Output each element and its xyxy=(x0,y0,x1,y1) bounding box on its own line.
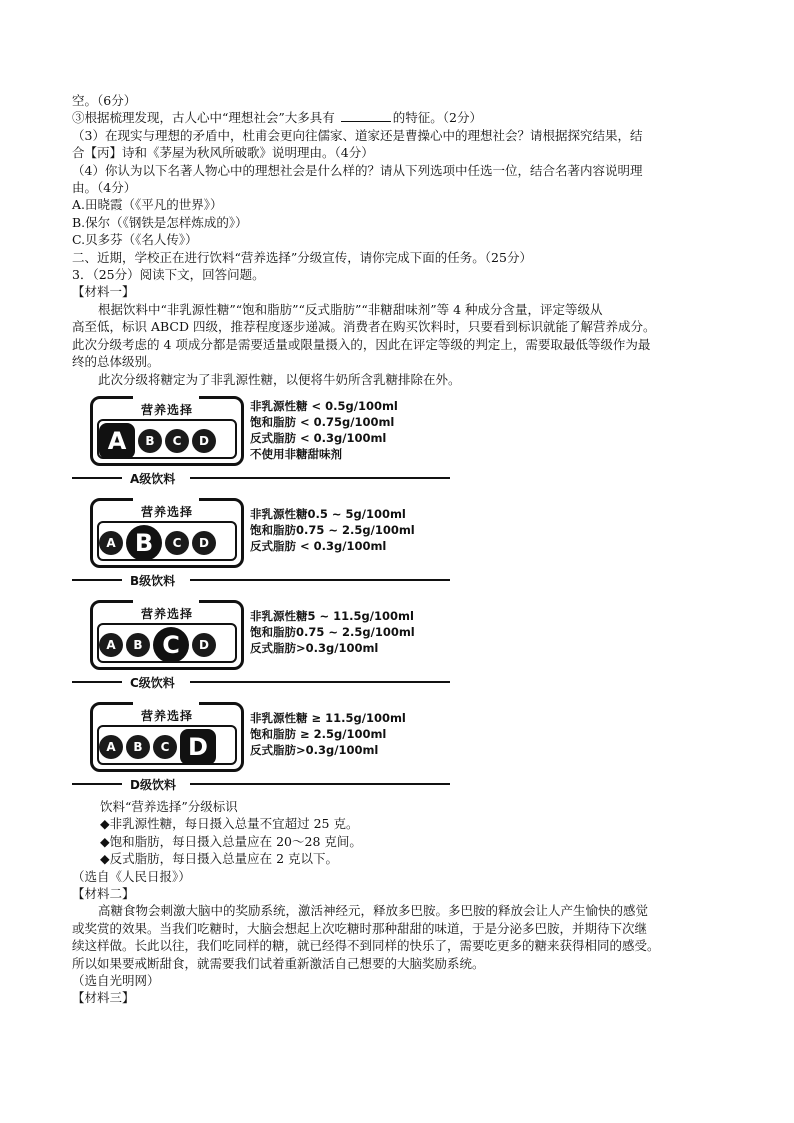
grade-letters xyxy=(99,525,216,561)
grade-letter: B xyxy=(138,429,162,453)
text-line: 空。（6分） xyxy=(72,93,137,108)
grade-c-label xyxy=(72,594,450,696)
spec-line: 反式脂肪 < 0.3g/100ml xyxy=(250,430,387,445)
bullet-item: ◆饱和脂肪，每日摄入总量应在 20～28 克间。 xyxy=(100,833,362,849)
section-heading: 二、近期，学校正在进行饮料“营养选择”分级宣传，请你完成下面的任务。（25分） xyxy=(72,249,532,265)
text-span: 的特征。（2分） xyxy=(392,110,482,126)
grade-specs xyxy=(250,506,415,554)
grade-specs xyxy=(250,710,406,758)
grade-letter-selected: D xyxy=(180,729,216,765)
question-3-line1: （3）在现实与理想的矛盾中，杜甫会更向往儒家、道家还是曹操心中的理想社会？请根据探究结果，结 xyxy=(72,127,643,143)
grade-letter: A xyxy=(99,531,123,555)
grade-name: C级饮料 xyxy=(130,675,175,690)
label-frame xyxy=(90,396,244,466)
answer-blank[interactable] xyxy=(341,110,391,122)
grade-letter: D xyxy=(192,531,216,555)
spec-line: 非乳源性糖 < 0.5g/100ml xyxy=(250,398,398,413)
spec-line: 非乳源性糖0.5 ~ 5g/100ml xyxy=(250,506,406,521)
grade-letter: D xyxy=(192,429,216,453)
grade-letter: A xyxy=(99,735,123,759)
question-4-line1: （4）你认为以下名著人物心中的理想社会是什么样的？请从下列选项中任选一位，结合名著内容说明理 xyxy=(72,162,643,178)
grade-letters xyxy=(99,627,216,663)
spec-line: 反式脂肪>0.3g/100ml xyxy=(250,640,379,655)
grade-letter-selected: B xyxy=(126,525,162,561)
label-frame xyxy=(90,702,244,772)
text-span: ③根据梳理发现，古人心中“理想社会”大多具有 xyxy=(72,110,335,126)
material3-heading: 【材料三】 xyxy=(72,990,135,1006)
material1-para-line: 此次分级考虑的 4 项成分都是需要适量或限量摄入的，因此在评定等级的判定上，需要取最低等级作为最 xyxy=(72,336,651,352)
source-citation: （选自《人民日报》） xyxy=(72,868,191,884)
material2-line: 续这样做。长此以往，我们吃同样的糖，就已经得不到同样的快乐了，需要吃更多的糖来获得相同的感受。 xyxy=(72,938,660,954)
grade-a-label xyxy=(72,390,450,492)
bullet-item: ◆非乳源性糖，每日摄入总量不宜超过 25 克。 xyxy=(100,816,359,832)
grade-specs xyxy=(250,398,398,462)
label-title: 营养选择 xyxy=(140,708,193,723)
grade-letter-selected: A xyxy=(99,423,135,459)
grade-caption xyxy=(72,470,450,484)
grade-b-label xyxy=(72,492,450,594)
spec-line: 不使用非糖甜味剂 xyxy=(250,446,342,461)
spec-line: 非乳源性糖 ≥ 11.5g/100ml xyxy=(250,710,406,725)
grade-name: B级饮料 xyxy=(130,573,176,588)
label-frame xyxy=(90,600,244,670)
grade-letter: A xyxy=(99,633,123,657)
question-4-line2: 由。（4分） xyxy=(72,180,137,196)
label-title: 营养选择 xyxy=(140,402,193,417)
material2-line: 或奖赏的效果。当我们吃糖时，大脑会想起上次吃糖时那种甜甜的味道，于是分泌多巴胺，并期待下次继 xyxy=(72,920,648,936)
grade-letters xyxy=(99,729,216,765)
grade-caption xyxy=(72,572,450,586)
source-citation: （选自光明网） xyxy=(72,972,160,988)
grade-letter: C xyxy=(165,531,189,555)
grade-letter: C xyxy=(153,735,177,759)
grade-d-label xyxy=(72,696,450,798)
nutrition-label-figure xyxy=(72,390,450,798)
spec-line: 饱和脂肪 ≥ 2.5g/100ml xyxy=(250,726,387,741)
spec-line: 饱和脂肪 < 0.75g/100ml xyxy=(250,414,395,429)
option-b: B.保尔（《钢铁是怎样炼成的》） xyxy=(72,214,248,230)
grade-caption xyxy=(72,674,450,688)
spec-line: 反式脂肪>0.3g/100ml xyxy=(250,742,379,757)
figure-caption: 饮料“营养选择”分级标识 xyxy=(100,798,238,814)
material2-heading: 【材料二】 xyxy=(72,885,135,901)
grade-name: A级饮料 xyxy=(130,471,176,486)
material1-para-line: 高至低，标识 ABCD 四级，推荐程度逐步递减。消费者在购买饮料时，只要看到标识就能了解营养成分。 xyxy=(72,319,656,335)
reading-instruction: 3．（25分）阅读下文，回答问题。 xyxy=(72,267,265,283)
grade-name: D级饮料 xyxy=(130,777,176,792)
spec-line: 反式脂肪 < 0.3g/100ml xyxy=(250,538,387,553)
label-title: 营养选择 xyxy=(140,606,193,621)
grade-specs xyxy=(250,608,415,656)
material1-para-line: 终的总体级别。 xyxy=(72,354,160,370)
option-c: C.贝多芬（《名人传》） xyxy=(72,232,198,248)
material1-heading: 【材料一】 xyxy=(72,284,135,300)
label-title: 营养选择 xyxy=(140,504,193,519)
material2-line: 高糖食物会刺激大脑中的奖励系统，激活神经元，释放多巴胺。多巴胺的释放会让人产生愉快的感觉 xyxy=(98,903,649,919)
question-3-line2: 合【丙】诗和《茅屋为秋风所破歌》说明理由。（4分） xyxy=(72,145,374,161)
grade-letter: C xyxy=(165,429,189,453)
material2-line: 所以如果要戒断甜食，就需要我们试着重新激活自己想要的大脑奖励系统。 xyxy=(72,955,485,971)
grade-letter: B xyxy=(126,735,150,759)
document-page xyxy=(72,92,722,1007)
spec-line: 饱和脂肪0.75 ~ 2.5g/100ml xyxy=(250,624,415,639)
material1-para2: 此次分级将糖定为了非乳源性糖，以便将牛奶所含乳糖排除在外。 xyxy=(98,371,461,387)
question-line xyxy=(72,109,722,126)
label-frame xyxy=(90,498,244,568)
grade-letter-selected: C xyxy=(153,627,189,663)
option-a: A.田晓霞（《平凡的世界》） xyxy=(72,197,223,213)
grade-caption xyxy=(72,776,450,790)
grade-letter: D xyxy=(192,633,216,657)
grade-letter: B xyxy=(126,633,150,657)
material1-para-line: 根据饮料中“非乳源性糖”“饱和脂肪”“反式脂肪”“非糖甜味剂”等 4 种成分含量，评定等级从 xyxy=(98,301,603,317)
bullet-item: ◆反式脂肪，每日摄入总量应在 2 克以下。 xyxy=(100,851,339,867)
spec-line: 饱和脂肪0.75 ~ 2.5g/100ml xyxy=(250,522,415,537)
spec-line: 非乳源性糖5 ~ 11.5g/100ml xyxy=(250,608,414,623)
grade-letters xyxy=(99,423,216,459)
